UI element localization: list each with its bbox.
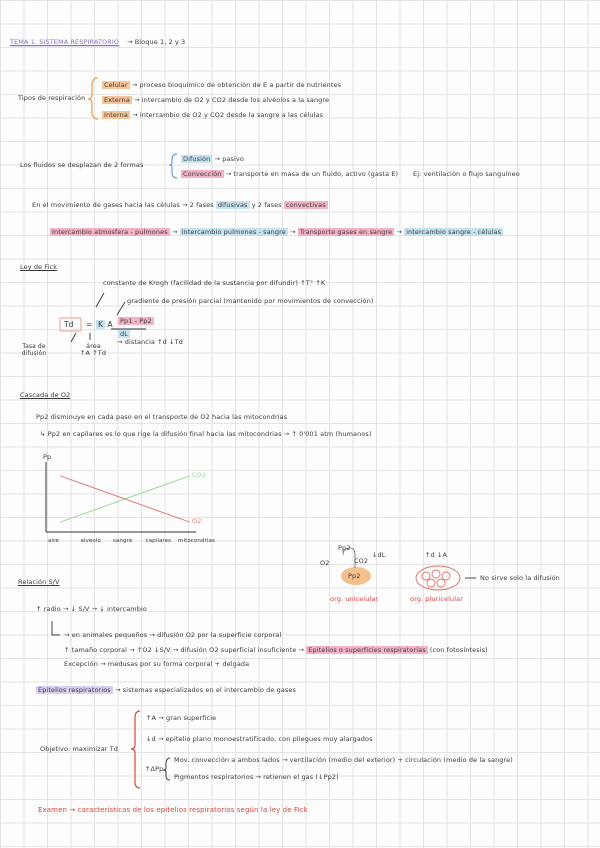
fick-k: K A	[98, 320, 113, 329]
cell-pp2-top: Pp2	[338, 544, 351, 552]
fluidos-label: Los fluidos se desplazan de 2 formas	[20, 161, 144, 169]
cascada-chart	[46, 462, 196, 532]
chart-x-tick-label: alveolo	[80, 538, 101, 544]
cell-o2: O2	[320, 559, 330, 567]
movimiento-line: En el movimiento de gases hacia las células → 2 fases difusivas y 2 fases convectivas	[32, 201, 326, 209]
cell-co2: CO2	[354, 557, 369, 565]
chart-x-tick-label: aire	[48, 538, 59, 544]
objetivo-bracket	[131, 711, 140, 788]
tipo-externa: Externa → intercambio de O2 y CO2 desde los alvéolos a la sangre	[104, 96, 330, 104]
objetivo-pp-label: ↑ΔPp	[145, 765, 164, 773]
tipos-bracket	[88, 78, 98, 119]
chart-series-label-o2: O2	[192, 517, 202, 526]
fick-denominator: dL	[120, 330, 128, 338]
objetivo-area: ↑A → gran superficie	[146, 714, 217, 722]
fick-heading: Ley de Fick	[20, 263, 58, 271]
fluidos-bracket	[169, 154, 177, 178]
fick-td: Td	[64, 320, 74, 329]
epitelios-line: Epitelios respiratorios → sistemas especializados en el intercambio de gases	[38, 686, 297, 694]
objetivo-conveccion: Mov. convección a ambos lados → ventilación (medio del exterior) + circulación (medio de la sangre)	[174, 756, 513, 764]
chart-ylabel: Pp	[43, 453, 52, 461]
fick-numerator: Pp1 - Pp2	[120, 317, 152, 325]
objetivo-pigmentos: Pigmentos respiratorios → retienen el gas (↓Pp2)	[174, 773, 339, 781]
relacion-line3: ↑ tamaño corporal → ↑O2 ↓S/V → difusión O2 superficial insuficiente → Epitelios o superficies respiratorias (con fotosíntesis)	[64, 646, 488, 654]
difusion-line: Difusión → pasivo	[183, 155, 244, 163]
relacion-line1: ↑ radio → ↓ S/V → ↓ intercambio	[36, 605, 147, 613]
cell-pp2-inner: Pp2	[348, 572, 361, 580]
chart-x-tick-label: capilares	[145, 538, 172, 544]
cascada-line1: Pp2 disminuye en cada paso en el transporte de O2 hacia las mitocondrias	[36, 413, 288, 421]
conveccion-line: Convección → transporte en masa de un fluido, activo (gasta E)	[183, 170, 399, 178]
krogh-note: constante de Krogh (facilidad de la sustancia por difundir) ↑T° ↑K	[103, 279, 326, 287]
unicelular-label: org. unicelular	[330, 595, 379, 603]
area-label: área	[86, 342, 101, 350]
cell-dl: ↓dL	[372, 551, 386, 559]
gradiente-note: gradiente de presión parcial (mantenido por movimientos de convección)	[127, 297, 374, 305]
cascada-heading: Cascada de O2	[20, 391, 71, 399]
objetivo-label: Objetivo: maximizar Td	[40, 745, 119, 753]
area-relation: ↑A ↑Td	[80, 349, 107, 357]
tasa-difusion-label: Tasa de difusión	[21, 343, 47, 357]
pluri-td-a: ↑d ↓A	[425, 551, 448, 559]
relacion-line4: Excepción → medusas por su forma corporal + delgada	[64, 660, 250, 668]
examen-note: Examen → características de los epitelios respiratorios según la ley de Fick	[38, 806, 308, 814]
chart-x-tick-label: mitocondrias	[178, 538, 215, 544]
tipo-celular: Celular → proceso bioquímico de obtención de E a partir de nutrientes	[104, 81, 342, 89]
cadena-line: Intercambio atmosfera - pulmones → intercambio pulmones - sangre → Transporte gases en sangre → intercambio sangre - células	[52, 228, 502, 236]
tipos-label: Tipos de respiración	[18, 94, 86, 102]
distancia-note: → distancia ↑d ↓Td	[117, 338, 183, 346]
chart-series-label-co2: CO2	[192, 470, 207, 479]
objetivo-distancia: ↓d → epitelio plano monoestratificado, con pliegues muy alargados	[146, 735, 373, 743]
page-title: TEMA 1. SISTEMA RESPIRATORIO	[10, 38, 120, 46]
relacion-line2: → en animales pequeños → difusión O2 por la superficie corporal	[64, 631, 282, 639]
pluricelular-label: org. pluricelular	[410, 595, 463, 603]
chart-x-tick-label: sangre	[113, 538, 133, 544]
cascada-line2: ↳ Pp2 en capilares es lo que rige la difusión final hacia las mitocondrias → ↑ 0'001 atm (humanos)	[40, 430, 372, 438]
tipo-interna: Interna → intercambio de O2 y CO2 desde la sangre a las células	[104, 111, 324, 119]
fick-equals: =	[86, 320, 93, 329]
no-sirve-label: No sirve solo la difusión	[480, 574, 560, 582]
relacion-heading: Relación S/V	[18, 578, 60, 586]
fluidos-example: Ej: ventilación o flujo sanguíneo	[413, 170, 520, 178]
blocks-label: → Bloque 1, 2 y 3	[127, 38, 186, 46]
